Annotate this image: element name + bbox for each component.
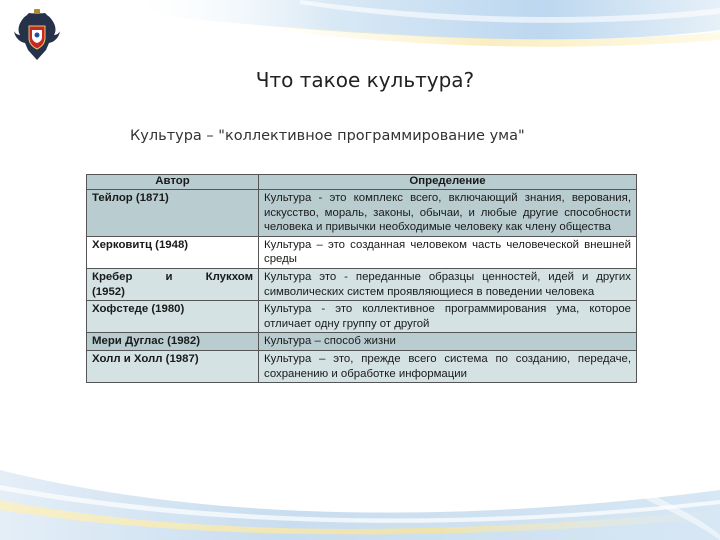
table-row bbox=[87, 333, 637, 351]
table-row bbox=[87, 236, 637, 268]
author-cell bbox=[87, 268, 259, 300]
table-row bbox=[87, 350, 637, 382]
author-cell: Холл и Холл (1987) bbox=[87, 350, 259, 382]
author-name-part: Клукхом bbox=[205, 270, 253, 283]
author-name-part: и bbox=[165, 270, 173, 283]
definition-cell: Культура - это комплекс всего, включающий знания, верования, искусство, мораль, законы, обычаи, и любые другие способности человека и привычки необходимые человеку как члену общества bbox=[259, 190, 637, 237]
definition-cell: Культура это - переданные образцы ценностей, идей и других символических систем проявляющиеся в поведении человека bbox=[259, 268, 637, 300]
author-name-part: Кребер bbox=[92, 270, 133, 283]
author-year: (1952) bbox=[92, 285, 125, 298]
column-header-author: Автор bbox=[87, 175, 259, 190]
slide-subtitle: Культура – "коллективное программирование ума" bbox=[130, 128, 525, 144]
column-header-definition: Определение bbox=[259, 175, 637, 190]
definition-cell: Культура – это созданная человеком часть человеческой внешней среды bbox=[259, 236, 637, 268]
footer-decoration bbox=[0, 430, 720, 540]
table-row bbox=[87, 301, 637, 333]
author-cell: Мери Дуглас (1982) bbox=[87, 333, 259, 351]
definition-cell: Культура – это, прежде всего система по созданию, передаче, сохранению и обработке информации bbox=[259, 350, 637, 382]
table-row bbox=[87, 268, 637, 300]
double-headed-eagle-logo bbox=[14, 8, 60, 62]
table-row bbox=[87, 190, 637, 237]
header-decoration bbox=[0, 0, 720, 70]
author-cell: Хофстеде (1980) bbox=[87, 301, 259, 333]
definition-cell: Культура - это коллективное программирования ума, которое отличает одну группу от другой bbox=[259, 301, 637, 333]
slide-title: Что такое культура? bbox=[255, 68, 475, 92]
table-header-row bbox=[87, 175, 637, 190]
author-cell: Херковитц (1948) bbox=[87, 236, 259, 268]
author-cell: Тейлор (1871) bbox=[87, 190, 259, 237]
definitions-table bbox=[86, 174, 637, 383]
definition-cell: Культура – способ жизни bbox=[259, 333, 637, 351]
